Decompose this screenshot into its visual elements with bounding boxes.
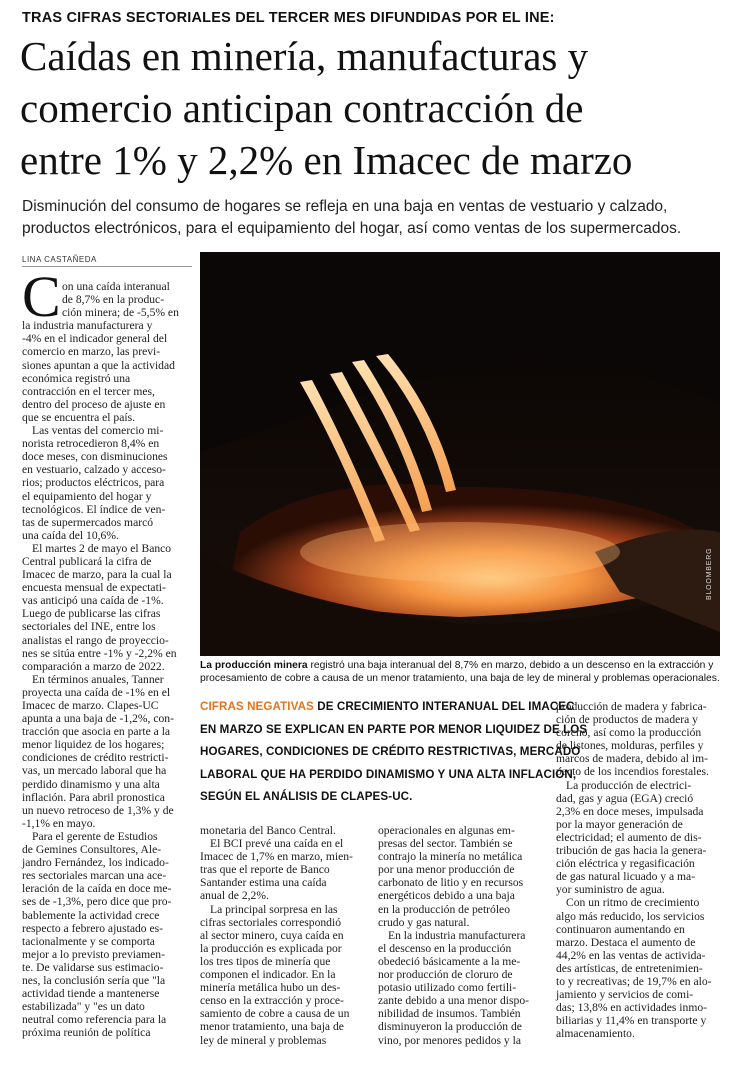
- text-line: económica registró una: [22, 371, 131, 385]
- text-line: por la mayor generación de: [556, 817, 683, 831]
- text-line: comparación a marzo de 2022.: [22, 659, 165, 673]
- text-line: das; 13,8% en actividades inmo-: [556, 1001, 708, 1015]
- text-line: -1,1% en mayo.: [22, 816, 96, 830]
- pull-quote: [200, 696, 588, 809]
- text-line: almacenamiento.: [556, 1027, 635, 1041]
- text-line: de listones, molduras, perfiles y: [556, 739, 704, 753]
- text-line: algo más reducido, los servicios: [556, 909, 705, 923]
- text-line: Imacec de marzo. Clapes-UC: [22, 699, 159, 712]
- column-2: [200, 824, 363, 1047]
- text-line: Central publicará la cifra de: [22, 554, 152, 568]
- text-line: en vestuario, calzado y acceso-: [22, 463, 166, 477]
- text-line: operacionales en algunas em-: [378, 824, 515, 837]
- text-line: samiento de cobre a causa de un: [200, 1007, 350, 1021]
- text-line: los tres tipos de minería que: [200, 954, 331, 968]
- text-line: censo en la extracción y proce-: [200, 994, 344, 1008]
- photo-caption: [200, 659, 722, 685]
- text-line: Con un ritmo de crecimiento: [566, 896, 700, 910]
- text-line: analistas el rango de proyeccio-: [22, 633, 169, 647]
- text-line: una caída del 10,6%.: [22, 528, 119, 542]
- text-line: vas anticipó una caída de -1%.: [22, 594, 164, 608]
- headline: [20, 30, 720, 186]
- deck-line: productos electrónicos, para el equipamiento del hogar, así como ventas de los supermercados.: [22, 220, 682, 237]
- text-line: mejor a lo previsto previamen-: [22, 947, 165, 961]
- text-line: corcho, así como la producción: [556, 726, 702, 740]
- text-line: cifras sectoriales correspondió: [200, 915, 341, 929]
- text-line: tracción que asocia en parte a la: [22, 725, 171, 739]
- text-line: marzo. Destaca el aumento de: [556, 935, 696, 949]
- text-line: de Gemines Consultores, Ale-: [22, 843, 162, 857]
- caption-text: registró una baja interanual del 8,7% en marzo, debido a un descenso en la extracción y: [307, 660, 714, 671]
- text-line: marcos de madera, debido al im-: [556, 752, 708, 766]
- caption-text: procesamiento de cobre a causa de un menor tratamiento, una baja de ley de mineral y problemas operacionales.: [200, 673, 720, 684]
- text-line: 2,3% en doce meses, impulsada: [556, 804, 704, 818]
- headline-line: Caídas en minería, manufacturas y: [20, 33, 589, 79]
- text-line: de gas natural licuado y a ma-: [556, 870, 696, 884]
- text-line: jandro Fernández, los indicado-: [22, 856, 169, 870]
- text-line: al sector minero, cuya caída en: [200, 928, 344, 942]
- text-line: proyecta una caída de -1% en el: [22, 685, 171, 699]
- deck: [22, 196, 722, 240]
- text-line: perdido dinamismo y una alta: [22, 777, 160, 791]
- text-line: dentro del proceso de ajuste en: [22, 397, 166, 411]
- text-line: presas del sector. También se: [378, 837, 513, 851]
- text-line: potasio utilizado como fertili-: [378, 981, 517, 995]
- text-line: condiciones de crédito restricti-: [22, 751, 169, 765]
- text-line: el descenso en la producción: [378, 941, 512, 955]
- text-line: jamiento y servicios de comi-: [556, 988, 694, 1002]
- text-line: zante debido a una menor dispo-: [378, 994, 529, 1008]
- text-line: encuesta mensual de expectati-: [22, 581, 166, 595]
- text-line: contrajo la minería no metálica: [378, 850, 523, 864]
- text-line: 44,2% en las ventas de activida-: [556, 948, 706, 962]
- caption-lead: La producción minera: [200, 660, 308, 671]
- text-line: actividad tiende a mantenerse: [22, 987, 160, 1001]
- pull-quote-text: EN MARZO SE EXPLICAN EN PARTE POR MENOR LIQUIDEZ DE LOS: [200, 722, 588, 736]
- text-line: nibilidad de insumos. También: [378, 1007, 521, 1021]
- text-line: la industria manufacturera y: [22, 319, 153, 333]
- photo-credit: BLOOMBERG: [706, 547, 713, 600]
- text-line: inflación. Para abril pronostica: [22, 790, 165, 804]
- text-line: doce meses, con disminuciones: [22, 450, 168, 464]
- text-line: to y recreativas; de 19,7% en alo-: [556, 974, 712, 988]
- text-line: En términos anuales, Tanner: [32, 672, 164, 686]
- text-line: ción minera; de -5,5% en: [62, 306, 179, 320]
- text-line: el equipamiento del hogar y: [22, 489, 152, 503]
- text-line: on una caída interanual: [62, 280, 170, 293]
- text-line: componen el indicador. En la: [200, 968, 336, 982]
- text-line: res sectoriales marcan una ace-: [22, 869, 167, 883]
- deck-line: Disminución del consumo de hogares se refleja en una baja en ventas de vestuario y calzado,: [22, 198, 668, 215]
- text-line: minería metálica hubo un des-: [200, 981, 341, 995]
- text-line: leración de la caída en doce me-: [22, 882, 172, 896]
- mining-photo: [200, 252, 720, 656]
- headline-line: comercio anticipan contracción de: [20, 85, 584, 131]
- text-line: tacionalmente y se comporta: [22, 934, 155, 948]
- text-line: Las ventas del comercio mi-: [32, 424, 164, 438]
- text-line: yor suministro de agua.: [556, 883, 665, 897]
- text-line: sectoriales del INE, entre los: [22, 620, 156, 634]
- text-line: electricidad; el aumento de dis-: [556, 830, 702, 844]
- molten-copper-illustration: [200, 252, 720, 656]
- pull-quote-text: SEGÚN EL ANÁLISIS DE CLAPES-UC.: [200, 790, 413, 803]
- text-line: nor producción de cloruro de: [378, 968, 513, 982]
- headline-line: entre 1% y 2,2% en Imacec de marzo: [20, 137, 633, 183]
- text-line: -4% en el indicador general del: [22, 332, 168, 346]
- text-line: nes, la conclusión sería que "la: [22, 973, 166, 987]
- text-line: neutral como referencia para la: [22, 1013, 167, 1027]
- text-line: vas, un mercado laboral que ha: [22, 764, 167, 778]
- text-line: tas de supermercados marcó: [22, 515, 154, 529]
- text-line: Imacec de marzo, para la cual la: [22, 568, 172, 582]
- text-line: la producción es explicada por: [200, 941, 342, 955]
- text-line: biliarias y 11,4% en transporte y: [556, 1014, 707, 1028]
- text-line: Imacec de 1,7% en marzo, mien-: [200, 850, 353, 864]
- text-line: producción de madera y fabrica-: [556, 700, 707, 713]
- text-line: respecto a febrero ajustado es-: [22, 921, 163, 935]
- text-line: próxima reunión de política: [22, 1026, 151, 1040]
- text-line: anual de 2,2%.: [200, 889, 269, 903]
- text-line: estabilizada" y "es un dato: [22, 1000, 145, 1014]
- text-line: un nuevo retroceso de 1,3% y de: [22, 803, 174, 817]
- text-line: El martes 2 de mayo el Banco: [32, 541, 172, 555]
- text-line: continuaron aumentando en: [556, 922, 685, 936]
- kicker: TRAS CIFRAS SECTORIALES DEL TERCER MES DIFUNDIDAS POR EL INE:: [22, 10, 555, 26]
- text-line: La producción de electrici-: [566, 778, 692, 792]
- text-line: dad, gas y agua (EGA) creció: [556, 791, 694, 805]
- pull-quote-highlight: CIFRAS NEGATIVAS: [200, 700, 314, 713]
- text-line: carbonato de litio y en recursos: [378, 876, 524, 890]
- text-line: de 8,7% en la produc-: [62, 293, 165, 307]
- column-4: [556, 700, 722, 1040]
- pull-quote-text: LABORAL QUE HA PERDIDO DINAMISMO Y UNA ALTA INFLACIÓN,: [200, 767, 577, 781]
- text-line: apunta a una baja de -1,2%, con-: [22, 712, 174, 726]
- text-line: en la producción de petróleo: [378, 902, 510, 916]
- text-line: rios; productos eléctricos, para: [22, 476, 165, 490]
- drop-cap: C: [22, 264, 61, 329]
- text-line: que se encuentra el país.: [22, 410, 135, 424]
- text-line: pacto de los incendios forestales.: [556, 765, 709, 779]
- text-line: ción de productos de madera y: [556, 713, 698, 727]
- text-line: por una menor producción de: [378, 863, 515, 877]
- text-line: ción eléctrica y regasificación: [556, 857, 695, 871]
- text-line: disminuyeron la producción de: [378, 1020, 522, 1034]
- text-line: menor liquidez de los hogares;: [22, 738, 165, 752]
- text-line: crudo y gas natural.: [378, 915, 470, 929]
- byline: LINA CASTAÑEDA: [22, 255, 97, 264]
- text-line: La principal sorpresa en las: [210, 902, 338, 916]
- text-line: menor tratamiento, una baja de: [200, 1020, 344, 1034]
- text-line: te. De validarse sus estimacio-: [22, 960, 164, 974]
- text-line: comercio en marzo, las previ-: [22, 345, 161, 359]
- text-line: obedeció básicamente a la me-: [378, 954, 521, 968]
- text-line: En la industria manufacturera: [388, 928, 526, 942]
- text-line: contracción en el tercer mes,: [22, 384, 155, 398]
- text-line: Luego de publicarse las cifras: [22, 607, 161, 621]
- text-line: tribución de gas hacia la genera-: [556, 844, 707, 858]
- text-line: Santander estima una caída: [200, 876, 327, 890]
- text-line: des artísticas, de entretenimien-: [556, 961, 703, 975]
- pull-quote-text: DE CRECIMIENTO INTERANUAL DEL IMACEC: [313, 700, 575, 713]
- text-line: norista retrocedieron 8,4% en: [22, 437, 160, 451]
- text-line: ley de mineral y problemas: [200, 1033, 327, 1047]
- text-line: tras que el reporte de Banco: [200, 863, 330, 877]
- text-line: energéticos debido a una baja: [378, 889, 515, 903]
- text-line: tecnológicos. El índice de ven-: [22, 502, 166, 516]
- text-line: Para el gerente de Estudios: [32, 829, 158, 843]
- text-line: bablemente la actividad crece: [22, 908, 160, 922]
- column-3: [378, 824, 542, 1047]
- text-line: vino, por menores pedidos y la: [378, 1033, 521, 1047]
- text-line: ses de -1,3%, pero dice que pro-: [22, 895, 172, 909]
- text-line: nes se sitúa entre -1% y -2,2% en: [22, 646, 177, 660]
- text-line: siones apuntan a que la actividad: [22, 358, 175, 372]
- text-line: El BCI prevé una caída en el: [210, 837, 344, 851]
- pull-quote-text: HOGARES, CONDICIONES DE CRÉDITO RESTRICTIVAS, MERCADO: [200, 745, 581, 758]
- text-line: monetaria del Banco Central.: [200, 824, 336, 837]
- column-1: [22, 280, 186, 1039]
